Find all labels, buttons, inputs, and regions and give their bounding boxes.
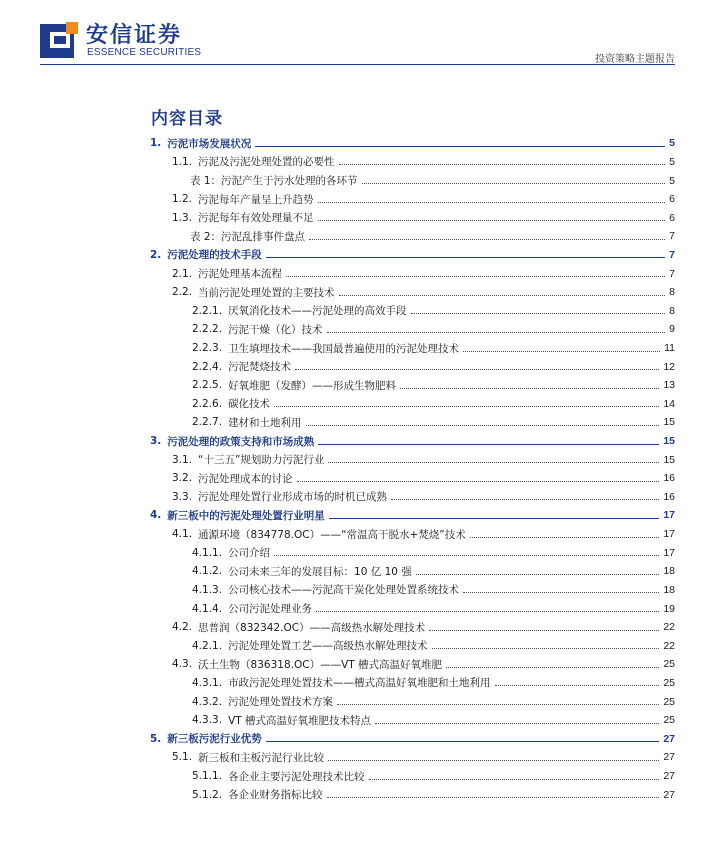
toc-leader — [391, 499, 659, 500]
toc-entry-page: 25 — [663, 714, 675, 727]
toc-entry-title: 污泥市场发展状况 — [167, 137, 252, 150]
toc-leader — [337, 704, 659, 705]
toc-entry-title: 公司污泥处理业务 — [228, 603, 313, 616]
toc-entry[interactable] — [150, 432, 675, 451]
toc-entry-title: 好氧堆肥（发酵）——形成生物肥料 — [228, 379, 397, 392]
toc-entry-number: 4.2.1. — [192, 639, 223, 652]
toc-entry-page: 5 — [669, 155, 675, 168]
toc-entry-number: 5. — [150, 732, 162, 745]
toc-entry-title: 污泥处理处置技术方案 — [228, 696, 334, 709]
toc-entry-title: 公司介绍 — [228, 547, 271, 560]
toc-entry-number: 4.3. — [172, 658, 193, 671]
toc-entry-number: 4.1.1. — [192, 546, 223, 559]
toc-entry-page: 15 — [663, 453, 675, 466]
toc-entry-number: 1.3. — [172, 211, 193, 224]
toc-entry[interactable] — [150, 208, 675, 227]
toc-entry[interactable] — [150, 599, 675, 618]
brand-name-cn: 安信证券 — [86, 23, 183, 48]
toc-entry-title: 建材和土地利用 — [228, 416, 302, 429]
toc-entry-page: 17 — [663, 546, 675, 559]
toc-entry-number: 1.2. — [172, 193, 193, 206]
toc-entry-page: 16 — [663, 472, 675, 485]
toc-leader — [446, 667, 659, 668]
toc-entry[interactable] — [150, 543, 675, 562]
toc-entry-number: 2.2.5. — [192, 379, 223, 392]
toc-entry-page: 5 — [669, 137, 675, 150]
toc-entry-number: 2.2.2. — [192, 323, 223, 336]
toc-entry[interactable] — [150, 264, 675, 283]
toc-leader — [411, 313, 666, 314]
toc-entry-title: 思普润（832342.OC）——高级热水解处理技术 — [198, 621, 426, 634]
toc-entry-number: 4.3.1. — [192, 676, 223, 689]
toc-leader — [327, 332, 666, 333]
toc-entry-title: 污泥处理的政策支持和市场成熟 — [167, 435, 315, 448]
toc-entry-title: 新三板中的污泥处理处置行业明星 — [167, 509, 325, 522]
toc-entry-page: 22 — [663, 639, 675, 652]
toc-entry[interactable] — [150, 469, 675, 488]
toc-entry-page: 27 — [663, 732, 675, 745]
toc-entry-number: 2.2.6. — [192, 397, 223, 410]
toc-leader — [306, 425, 660, 426]
toc-entry-page: 8 — [669, 286, 675, 299]
toc-entry[interactable] — [150, 190, 675, 209]
toc-entry-page: 9 — [669, 323, 675, 336]
toc-entry-title: 污泥每年有效处理量不足 — [198, 212, 314, 225]
toc-entry-number: 3.3. — [172, 490, 193, 503]
toc-entry-page: 8 — [669, 304, 675, 317]
report-type-label: 投资策略主题报告 — [595, 54, 675, 65]
toc-entry-number: 4.3.3. — [192, 714, 223, 727]
toc-entry-number: 1.1. — [172, 155, 193, 168]
toc-leader — [328, 760, 659, 761]
toc-entry[interactable] — [150, 134, 675, 153]
toc-entry-page: 18 — [663, 565, 675, 578]
toc-entry-number: 4.2. — [172, 621, 193, 634]
toc-leader — [274, 555, 659, 556]
toc-entry[interactable] — [150, 413, 675, 432]
toc-entry[interactable] — [150, 450, 675, 469]
toc-entry-page: 11 — [664, 342, 675, 354]
toc-entry[interactable] — [150, 283, 675, 302]
toc-entry-number: 2.2.7. — [192, 416, 223, 429]
toc-entry[interactable] — [150, 767, 675, 786]
toc-leader — [286, 276, 665, 277]
toc-entry-number: 5.1.1. — [192, 770, 223, 783]
toc-entry-number: 3.2. — [172, 472, 193, 485]
toc-entry[interactable] — [150, 785, 675, 804]
toc-leader — [328, 462, 659, 463]
toc-entry-title: 新三板和主板污泥行业比较 — [198, 751, 325, 764]
toc-leader — [495, 685, 660, 686]
toc-entry-number: 4. — [150, 509, 162, 522]
toc-entry-title: 公司未来三年的发展目标：10 亿 10 强 — [228, 565, 412, 578]
toc-entry[interactable] — [150, 488, 675, 507]
toc-entry[interactable] — [150, 730, 675, 749]
toc-entry-page: 7 — [669, 267, 675, 280]
toc-entry-page: 15 — [663, 416, 675, 429]
toc-entry-number: 3.1. — [172, 453, 193, 466]
toc-entry-title: 表 1：污泥产生于污水处理的各环节 — [190, 175, 358, 188]
toc-entry-page: 17 — [663, 509, 675, 522]
toc-entry[interactable] — [150, 674, 675, 693]
toc-leader — [432, 648, 660, 649]
toc-entry-title: 污泥每年产量呈上升趋势 — [198, 193, 314, 206]
toc-entry-title: 污泥处理的技术手段 — [167, 249, 262, 262]
toc-leader — [339, 164, 666, 165]
toc-entry-number: 2. — [150, 248, 162, 261]
toc-entry-title: 各企业主要污泥处理技术比较 — [228, 770, 365, 783]
toc-entry-number: 2.2.4. — [192, 360, 223, 373]
toc-entry-page: 6 — [669, 211, 675, 224]
toc-entry[interactable] — [150, 581, 675, 600]
toc-entry-page: 25 — [663, 676, 675, 689]
toc-leader — [318, 220, 666, 221]
toc-leader — [327, 797, 660, 798]
toc-leader — [318, 444, 659, 445]
toc-entry[interactable] — [150, 562, 675, 581]
toc-entry[interactable] — [150, 246, 675, 265]
toc-entry-page: 5 — [669, 174, 675, 187]
toc-entry-page: 27 — [663, 788, 675, 801]
toc-entry-page: 25 — [663, 658, 675, 671]
toc-entry-number: 4.1.4. — [192, 602, 223, 615]
toc-entry-number: 2.2.1. — [192, 304, 223, 317]
toc-entry-page: 18 — [663, 583, 675, 596]
toc-entry-number: 5.1.2. — [192, 788, 223, 801]
toc-entry-page: 16 — [663, 490, 675, 503]
toc-entry[interactable] — [150, 748, 675, 767]
toc-leader — [329, 518, 660, 519]
toc-entry-title: 碳化技术 — [228, 398, 271, 411]
toc-entry-title: 污泥干燥（化）技术 — [228, 323, 323, 336]
toc-entry-page: 12 — [663, 360, 675, 373]
toc-leader — [463, 351, 660, 352]
toc-entry-number: 4.3.2. — [192, 695, 223, 708]
header-divider — [40, 64, 675, 65]
toc-entry-page: 13 — [663, 379, 675, 392]
toc-leader — [266, 257, 665, 258]
toc-entry-title: 新三板污泥行业优势 — [167, 733, 262, 746]
toc-entry-title: 各企业财务指标比较 — [228, 789, 323, 802]
toc-entry-page: 27 — [663, 751, 675, 764]
toc-entry-title: 厌氧消化技术——污泥处理的高效手段 — [228, 305, 407, 318]
toc-leader — [429, 630, 659, 631]
toc-entry[interactable] — [150, 320, 675, 339]
toc-entry[interactable] — [150, 357, 675, 376]
toc-entry[interactable] — [150, 525, 675, 544]
toc-title: 内容目录 — [151, 109, 223, 129]
toc-entry-page: 27 — [663, 770, 675, 783]
toc-leader — [297, 481, 660, 482]
toc-entry-title: VT 槽式高温好氧堆肥技术特点 — [228, 714, 371, 727]
toc-entry-title: 污泥处理处置工艺——高级热水解处理技术 — [228, 640, 428, 653]
toc-entry-title: 通源环境（834778.OC）——“常温高干脱水+焚烧”技术 — [198, 528, 466, 541]
toc-entry-title: 市政污泥处理处置技术——槽式高温好氧堆肥和土地利用 — [228, 677, 491, 690]
table-of-contents — [150, 134, 675, 804]
toc-entry[interactable] — [150, 395, 675, 414]
toc-entry-page: 7 — [669, 248, 675, 261]
toc-entry[interactable] — [150, 153, 675, 172]
toc-leader — [274, 406, 659, 407]
toc-entry-page: 22 — [663, 621, 675, 634]
toc-entry-number: 4.1.2. — [192, 565, 223, 578]
toc-leader — [463, 592, 659, 593]
toc-leader — [318, 202, 666, 203]
toc-leader — [470, 537, 660, 538]
toc-entry-page: 25 — [663, 695, 675, 708]
toc-entry-title: “十三五”规划助力污泥行业 — [198, 454, 325, 467]
toc-entry[interactable] — [150, 171, 675, 190]
toc-entry-title: 公司核心技术——污泥高干炭化处理处置系统技术 — [228, 584, 460, 597]
toc-entry[interactable] — [150, 227, 675, 246]
toc-leader — [255, 146, 665, 147]
toc-entry[interactable] — [150, 655, 675, 674]
toc-entry-number: 4.1.3. — [192, 583, 223, 596]
toc-leader — [316, 611, 659, 612]
toc-entry-page: 19 — [663, 602, 675, 615]
toc-entry-title: 污泥处理处置行业形成市场的时机已成熟 — [198, 491, 388, 504]
toc-leader — [295, 369, 659, 370]
brand-name-en: ESSENCE SECURITIES — [87, 47, 202, 58]
toc-entry-title: 表 2：污泥乱排事件盘点 — [190, 230, 306, 243]
toc-entry-page: 6 — [669, 193, 675, 206]
toc-entry-number: 1. — [150, 137, 162, 150]
toc-leader — [369, 779, 660, 780]
toc-entry[interactable] — [150, 376, 675, 395]
toc-entry-page: 15 — [663, 435, 675, 448]
toc-entry-number: 2.2. — [172, 286, 193, 299]
toc-leader — [375, 723, 659, 724]
toc-leader — [362, 183, 666, 184]
toc-entry-title: 污泥处理基本流程 — [198, 268, 283, 281]
toc-entry-number: 5.1. — [172, 751, 193, 764]
toc-entry-number: 2.1. — [172, 267, 193, 280]
toc-entry[interactable] — [150, 339, 675, 358]
toc-entry-title: 污泥处理成本的讨论 — [198, 472, 293, 485]
toc-entry-title: 当前污泥处理处置的主要技术 — [198, 286, 335, 299]
toc-entry-page: 17 — [663, 528, 675, 541]
toc-entry-page: 14 — [663, 397, 675, 410]
toc-entry-number: 3. — [150, 435, 162, 448]
toc-leader — [400, 388, 659, 389]
toc-entry-page: 7 — [669, 230, 675, 243]
toc-entry-number: 2.2.3. — [192, 342, 223, 354]
essence-securities-logo — [40, 22, 78, 60]
toc-entry-title: 污泥焚烧技术 — [228, 361, 292, 374]
toc-entry-title: 污泥及污泥处理处置的必要性 — [198, 156, 335, 169]
toc-entry-number: 4.1. — [172, 528, 193, 541]
toc-leader — [416, 574, 660, 575]
toc-entry[interactable] — [150, 636, 675, 655]
toc-entry[interactable] — [150, 301, 675, 320]
toc-entry-title: 沃土生物（836318.OC）——VT 槽式高温好氧堆肥 — [198, 658, 442, 671]
toc-entry[interactable] — [150, 711, 675, 730]
toc-entry[interactable] — [150, 506, 675, 525]
toc-leader — [309, 239, 665, 240]
toc-entry[interactable] — [150, 618, 675, 637]
toc-leader — [339, 295, 666, 296]
toc-entry[interactable] — [150, 692, 675, 711]
toc-leader — [266, 741, 660, 742]
toc-entry-title: 卫生填埋技术——我国最普遍使用的污泥处理技术 — [228, 342, 460, 355]
